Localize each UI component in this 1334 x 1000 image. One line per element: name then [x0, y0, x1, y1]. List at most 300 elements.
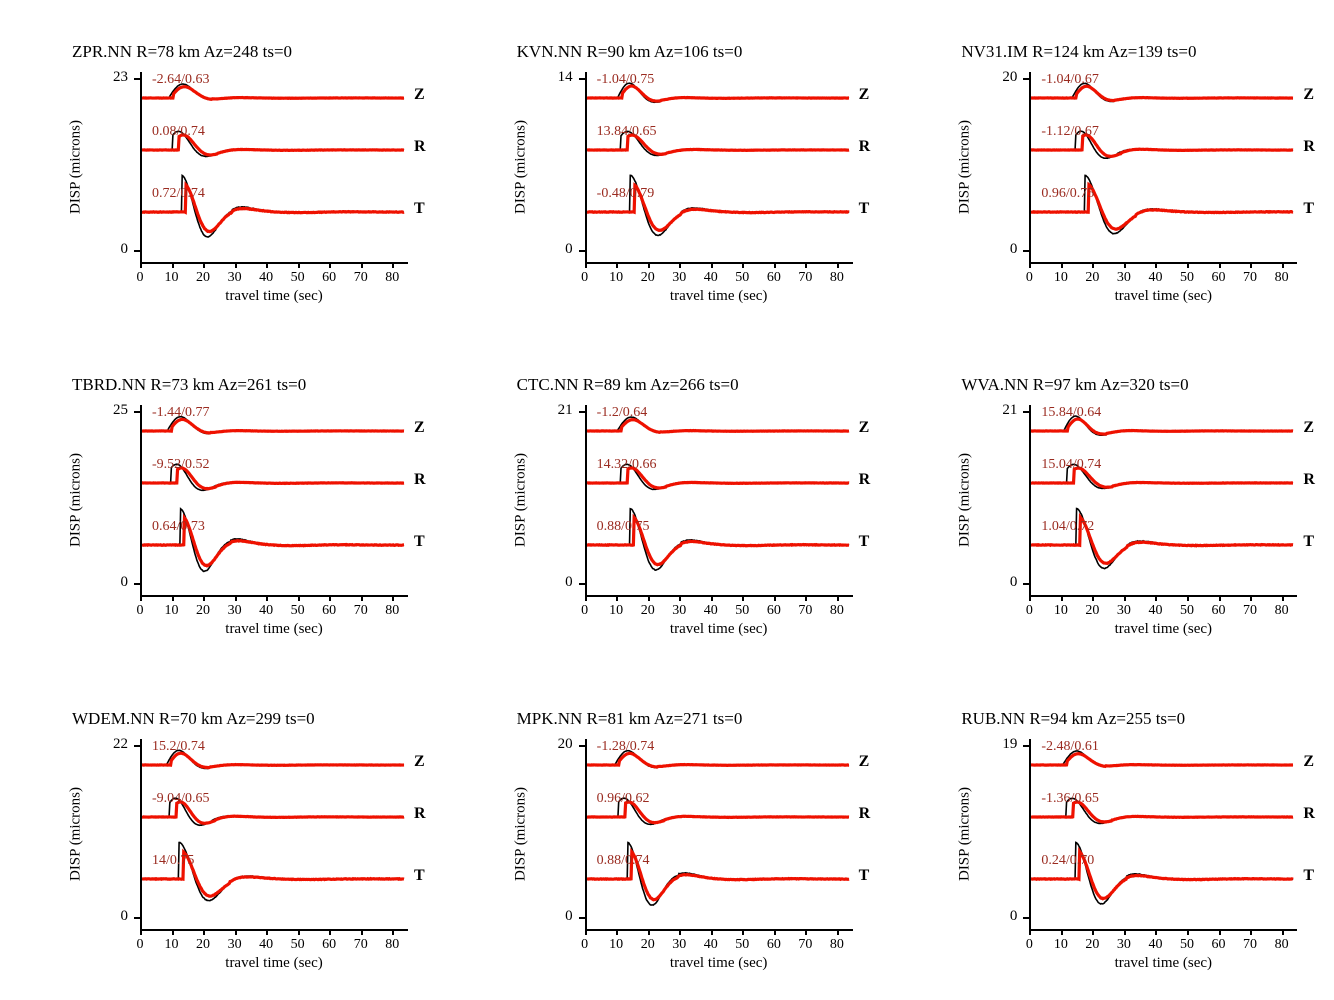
y-tick [1023, 745, 1029, 747]
x-tick-label: 30 [227, 603, 242, 619]
x-tick [140, 262, 142, 268]
synthetic-trace [142, 87, 404, 100]
x-axis-label: travel time (sec) [225, 288, 323, 304]
x-tick-label: 10 [1053, 603, 1068, 619]
fit-annotation: -1.2/0.64 [596, 405, 648, 421]
y-tick-label: 14 [557, 69, 573, 85]
waveform-traces [1029, 405, 1297, 595]
x-tick [711, 262, 713, 268]
x-tick [361, 262, 363, 268]
x-tick-label: 60 [322, 270, 337, 285]
x-tick-label: 80 [829, 603, 844, 619]
y-axis-label: DISP (microns) [512, 786, 529, 881]
component-label-z: Z [1303, 86, 1314, 103]
x-tick-label: 80 [385, 603, 400, 619]
x-tick-label: 0 [136, 603, 144, 619]
y-tick-label: 21 [1002, 402, 1018, 419]
y-tick [579, 583, 585, 585]
fit-annotation: -1.44/0.77 [152, 405, 210, 421]
x-tick-label: 0 [1025, 603, 1033, 619]
x-axis [140, 595, 408, 597]
x-tick-label: 20 [196, 270, 211, 285]
x-tick-label: 20 [196, 603, 211, 619]
x-tick-label: 20 [1085, 603, 1100, 619]
x-tick-label: 0 [581, 603, 589, 619]
x-tick [837, 595, 839, 601]
x-tick-label: 40 [1148, 936, 1163, 952]
x-tick [1282, 262, 1284, 268]
panel-title: WDEM.NN R=70 km Az=299 ts=0 [72, 708, 315, 728]
y-axis [585, 405, 587, 595]
x-tick [172, 929, 174, 935]
waveform-traces [585, 405, 853, 595]
x-tick [298, 929, 300, 935]
y-tick-label: 20 [557, 735, 573, 752]
y-axis [1029, 739, 1031, 929]
x-tick-label: 80 [1274, 270, 1289, 285]
fit-annotation: 14/0.75 [152, 852, 195, 868]
panel-ctc-nn [445, 333, 890, 666]
fit-annotation: 1.04/0.72 [1041, 519, 1095, 535]
x-tick [585, 262, 587, 268]
x-axis [1029, 595, 1297, 597]
synthetic-trace [587, 420, 849, 433]
x-tick-label: 30 [227, 936, 242, 952]
x-tick [1092, 262, 1094, 268]
component-label-t: T [414, 533, 425, 551]
y-tick-label: 22 [113, 735, 128, 752]
fit-annotation: 0.24/0.70 [1041, 852, 1095, 868]
x-tick [266, 262, 268, 268]
fit-annotation: 0.96/0.62 [596, 790, 650, 806]
y-tick-label: 20 [1002, 69, 1018, 85]
fit-annotation: 13.84/0.65 [596, 124, 657, 139]
panel-wva-nn [889, 333, 1334, 666]
x-tick [648, 929, 650, 935]
synthetic-trace [1031, 419, 1293, 434]
synthetic-trace [142, 753, 404, 767]
x-tick [1061, 262, 1063, 268]
component-label-z: Z [858, 752, 870, 770]
x-tick [203, 595, 205, 601]
x-tick-label: 50 [735, 603, 750, 619]
y-axis-label: DISP (microns) [67, 786, 84, 881]
x-tick-label: 60 [766, 270, 781, 285]
x-tick-label: 30 [227, 270, 242, 285]
component-label-r: R [858, 138, 871, 155]
y-axis [140, 739, 142, 929]
panel-zpr-nn [0, 0, 445, 333]
x-tick-label: 60 [322, 936, 337, 952]
y-tick [1023, 411, 1029, 413]
x-axis-label: travel time (sec) [669, 954, 768, 971]
x-tick-label: 70 [798, 936, 813, 952]
y-tick [579, 745, 585, 747]
x-tick [140, 595, 142, 601]
x-tick-label: 70 [353, 270, 368, 285]
x-tick [1250, 929, 1252, 935]
x-tick [648, 595, 650, 601]
observed-trace [1031, 842, 1293, 904]
x-axis-label: travel time (sec) [1114, 621, 1213, 638]
x-tick [1124, 595, 1126, 601]
fit-annotation: -2.48/0.61 [1041, 738, 1099, 754]
x-tick [172, 262, 174, 268]
x-tick [392, 595, 394, 601]
fit-annotation: 0.72/0.74 [152, 186, 205, 201]
x-axis-label: travel time (sec) [669, 288, 768, 304]
x-tick-label: 70 [798, 603, 813, 619]
component-label-t: T [858, 533, 870, 551]
x-tick [235, 262, 237, 268]
synthetic-trace [1031, 86, 1293, 100]
component-label-t: T [858, 866, 870, 884]
x-axis-label: travel time (sec) [225, 621, 323, 638]
x-tick-label: 50 [290, 603, 305, 619]
x-tick [585, 929, 587, 935]
x-tick-label: 50 [1179, 603, 1194, 619]
y-tick-label: 0 [1009, 907, 1018, 924]
x-tick [1187, 595, 1189, 601]
x-tick-label: 40 [703, 270, 718, 285]
x-tick-label: 80 [1274, 603, 1289, 619]
x-tick [1187, 929, 1189, 935]
observed-trace [1031, 509, 1293, 569]
observed-trace [142, 176, 404, 237]
y-tick-label: 23 [113, 69, 128, 85]
x-tick-label: 40 [259, 603, 274, 619]
component-label-r: R [1303, 471, 1315, 489]
x-tick [1250, 262, 1252, 268]
x-tick [774, 262, 776, 268]
x-tick [774, 929, 776, 935]
x-tick-label: 0 [136, 270, 144, 285]
x-axis [140, 262, 408, 264]
x-tick [616, 262, 618, 268]
x-tick [711, 595, 713, 601]
x-tick-label: 10 [1053, 270, 1068, 285]
x-tick-label: 40 [1148, 603, 1163, 619]
observed-trace [587, 842, 849, 904]
y-tick [579, 917, 585, 919]
x-tick [392, 929, 394, 935]
x-tick-label: 40 [703, 603, 718, 619]
y-axis-label: DISP (microns) [512, 119, 529, 215]
x-tick [837, 262, 839, 268]
x-tick-label: 50 [1179, 270, 1194, 285]
observed-trace [587, 175, 849, 235]
x-tick [585, 595, 587, 601]
x-tick [329, 929, 331, 935]
fit-annotation: -1.04/0.67 [1041, 72, 1099, 87]
component-label-t: T [1303, 200, 1314, 217]
y-axis-label: DISP (microns) [67, 453, 84, 548]
x-tick [1250, 595, 1252, 601]
y-tick [134, 78, 140, 80]
fit-annotation: 15.2/0.74 [152, 738, 205, 754]
x-tick-label: 10 [1053, 936, 1068, 952]
x-tick [1124, 929, 1126, 935]
plot-area [512, 69, 871, 304]
x-tick-label: 0 [1025, 936, 1033, 952]
x-tick [1155, 929, 1157, 935]
x-tick-label: 70 [353, 936, 368, 952]
x-axis [585, 929, 853, 931]
waveform-traces [140, 72, 408, 262]
x-tick [679, 929, 681, 935]
y-tick-label: 0 [120, 241, 128, 257]
x-tick [837, 929, 839, 935]
fit-annotation: 15.84/0.64 [1041, 405, 1102, 421]
synthetic-trace [587, 753, 849, 767]
component-label-r: R [1303, 138, 1315, 155]
x-tick-label: 80 [829, 270, 844, 285]
panel-nv31-im [889, 0, 1334, 333]
y-tick-label: 0 [1009, 241, 1018, 257]
plot-area [512, 402, 871, 638]
component-label-t: T [1303, 866, 1314, 884]
x-tick [329, 262, 331, 268]
fit-annotation: 0.96/0.75 [1041, 186, 1095, 201]
x-tick-label: 70 [1243, 936, 1258, 952]
x-tick [266, 595, 268, 601]
y-tick [134, 250, 140, 252]
y-tick [134, 745, 140, 747]
panel-title: ZPR.NN R=78 km Az=248 ts=0 [72, 42, 293, 61]
fit-annotation: 0.88/0.75 [596, 519, 650, 535]
synthetic-trace [1031, 753, 1293, 766]
y-tick-label: 0 [120, 574, 128, 591]
panel-title: KVN.NN R=90 km Az=106 ts=0 [516, 42, 743, 61]
x-tick-label: 10 [609, 936, 624, 952]
panel-title: RUB.NN R=94 km Az=255 ts=0 [961, 708, 1186, 728]
x-tick-label: 80 [1274, 936, 1289, 952]
plot-area [67, 69, 426, 304]
x-tick [1029, 262, 1031, 268]
x-tick-label: 0 [1025, 270, 1033, 285]
y-axis [1029, 405, 1031, 595]
x-tick-label: 60 [766, 603, 781, 619]
component-label-z: Z [858, 86, 870, 103]
fit-annotation: -2.64/0.63 [152, 72, 210, 87]
y-tick-label: 19 [1002, 735, 1018, 752]
fit-annotation: -9.04/0.65 [152, 790, 210, 806]
fit-annotation: 0.08/0.74 [152, 124, 205, 139]
waveform-traces [1029, 739, 1297, 929]
y-tick [1023, 78, 1029, 80]
x-tick [361, 595, 363, 601]
x-tick-label: 20 [640, 936, 655, 952]
x-tick-label: 50 [735, 270, 750, 285]
component-label-r: R [1303, 804, 1315, 822]
y-axis [140, 72, 142, 262]
x-tick-label: 30 [672, 936, 687, 952]
x-tick-label: 20 [196, 936, 211, 952]
x-tick [203, 262, 205, 268]
fit-annotation: -1.28/0.74 [596, 738, 655, 754]
y-tick-label: 25 [113, 402, 128, 419]
synthetic-trace [587, 86, 849, 101]
component-label-t: T [858, 200, 870, 217]
y-tick [579, 78, 585, 80]
x-tick-label: 40 [259, 270, 274, 285]
x-tick-label: 30 [1116, 270, 1131, 285]
plot-area [67, 735, 426, 971]
panel-wdem-nn [0, 667, 445, 1000]
x-tick-label: 20 [640, 603, 655, 619]
y-tick-label: 0 [120, 907, 128, 924]
y-tick-label: 0 [565, 241, 573, 257]
x-tick [235, 595, 237, 601]
x-tick [1029, 595, 1031, 601]
y-axis-label: DISP (microns) [512, 453, 529, 548]
x-tick [1219, 595, 1221, 601]
panel-mpk-nn [445, 667, 890, 1000]
x-tick [742, 262, 744, 268]
x-tick-label: 10 [164, 270, 179, 285]
fit-annotation: 0.64/0.73 [152, 519, 205, 535]
x-tick-label: 70 [1243, 603, 1258, 619]
x-axis [1029, 262, 1297, 264]
x-tick [711, 929, 713, 935]
y-tick [134, 411, 140, 413]
x-tick [140, 929, 142, 935]
plot-area [512, 735, 871, 971]
x-tick [1124, 262, 1126, 268]
y-tick [579, 411, 585, 413]
x-tick [774, 595, 776, 601]
x-tick-label: 50 [290, 270, 305, 285]
fit-annotation: 14.32/0.66 [596, 457, 657, 473]
x-tick [392, 262, 394, 268]
x-tick [1282, 929, 1284, 935]
x-tick-label: 60 [1211, 936, 1226, 952]
x-tick [1155, 262, 1157, 268]
x-axis [585, 262, 853, 264]
plot-area [67, 402, 426, 638]
x-tick-label: 40 [259, 936, 274, 952]
component-label-t: T [414, 866, 425, 884]
waveform-traces [585, 739, 853, 929]
x-tick-label: 0 [581, 936, 589, 952]
x-tick-label: 70 [1243, 270, 1258, 285]
waveform-traces [585, 72, 853, 262]
x-tick [203, 929, 205, 935]
component-label-t: T [414, 200, 425, 217]
x-tick-label: 60 [322, 603, 337, 619]
fit-annotation: -1.36/0.65 [1041, 790, 1099, 806]
y-axis [585, 72, 587, 262]
fit-annotation: -1.04/0.75 [596, 72, 655, 87]
x-tick-label: 40 [703, 936, 718, 952]
x-tick [1219, 929, 1221, 935]
x-tick [648, 262, 650, 268]
y-axis-label: DISP (microns) [956, 786, 973, 881]
x-tick-label: 30 [1116, 603, 1131, 619]
y-axis [585, 739, 587, 929]
panel-tbrd-nn [0, 333, 445, 666]
y-tick [134, 917, 140, 919]
x-tick-label: 10 [609, 270, 624, 285]
panel-rub-nn [889, 667, 1334, 1000]
synthetic-trace [142, 420, 404, 434]
component-label-z: Z [1303, 752, 1314, 770]
x-tick [298, 595, 300, 601]
x-tick-label: 50 [735, 936, 750, 952]
y-tick [1023, 917, 1029, 919]
y-tick [1023, 250, 1029, 252]
x-tick [172, 595, 174, 601]
component-label-z: Z [1303, 419, 1314, 437]
plot-area [956, 402, 1315, 638]
panel-title: MPK.NN R=81 km Az=271 ts=0 [516, 708, 743, 728]
component-label-z: Z [414, 752, 425, 770]
y-axis-label: DISP (microns) [956, 119, 973, 215]
panel-title: NV31.IM R=124 km Az=139 ts=0 [961, 42, 1197, 61]
x-tick-label: 20 [1085, 936, 1100, 952]
component-label-r: R [858, 804, 871, 822]
component-label-z: Z [414, 419, 425, 437]
x-tick-label: 60 [766, 936, 781, 952]
x-tick [266, 929, 268, 935]
component-label-z: Z [414, 86, 425, 103]
observed-trace [142, 842, 404, 900]
y-tick-label: 0 [565, 574, 573, 591]
x-tick [742, 595, 744, 601]
x-tick-label: 80 [385, 270, 400, 285]
x-tick [805, 595, 807, 601]
y-tick [1023, 583, 1029, 585]
y-axis-label: DISP (microns) [67, 119, 84, 215]
x-tick [329, 595, 331, 601]
x-tick [361, 929, 363, 935]
y-tick-label: 21 [557, 402, 573, 419]
panel-kvn-nn [445, 0, 890, 333]
component-label-r: R [414, 138, 426, 155]
x-tick [1061, 929, 1063, 935]
x-tick-label: 30 [672, 603, 687, 619]
x-tick [1092, 595, 1094, 601]
y-tick-label: 0 [565, 907, 573, 924]
x-tick [298, 262, 300, 268]
y-axis [1029, 72, 1031, 262]
x-tick [679, 262, 681, 268]
y-tick-label: 0 [1009, 574, 1018, 591]
component-label-r: R [858, 471, 871, 489]
fit-annotation: 0.88/0.74 [596, 852, 650, 868]
fit-annotation: -1.12/0.67 [1041, 124, 1099, 139]
x-tick [1061, 595, 1063, 601]
x-tick-label: 30 [1116, 936, 1131, 952]
x-axis [140, 929, 408, 931]
x-tick-label: 60 [1211, 603, 1226, 619]
panel-title: CTC.NN R=89 km Az=266 ts=0 [516, 375, 739, 395]
x-tick [1187, 262, 1189, 268]
x-tick-label: 50 [1179, 936, 1194, 952]
component-label-r: R [414, 471, 426, 489]
x-tick [1092, 929, 1094, 935]
y-axis-label: DISP (microns) [956, 453, 973, 548]
x-tick [679, 595, 681, 601]
waveform-traces [140, 739, 408, 929]
x-tick-label: 70 [353, 603, 368, 619]
x-tick-label: 20 [640, 270, 655, 285]
x-tick [1219, 262, 1221, 268]
x-tick-label: 70 [798, 270, 813, 285]
x-tick-label: 50 [290, 936, 305, 952]
fit-annotation: 15.04/0.74 [1041, 457, 1102, 473]
x-axis-label: travel time (sec) [225, 954, 323, 971]
